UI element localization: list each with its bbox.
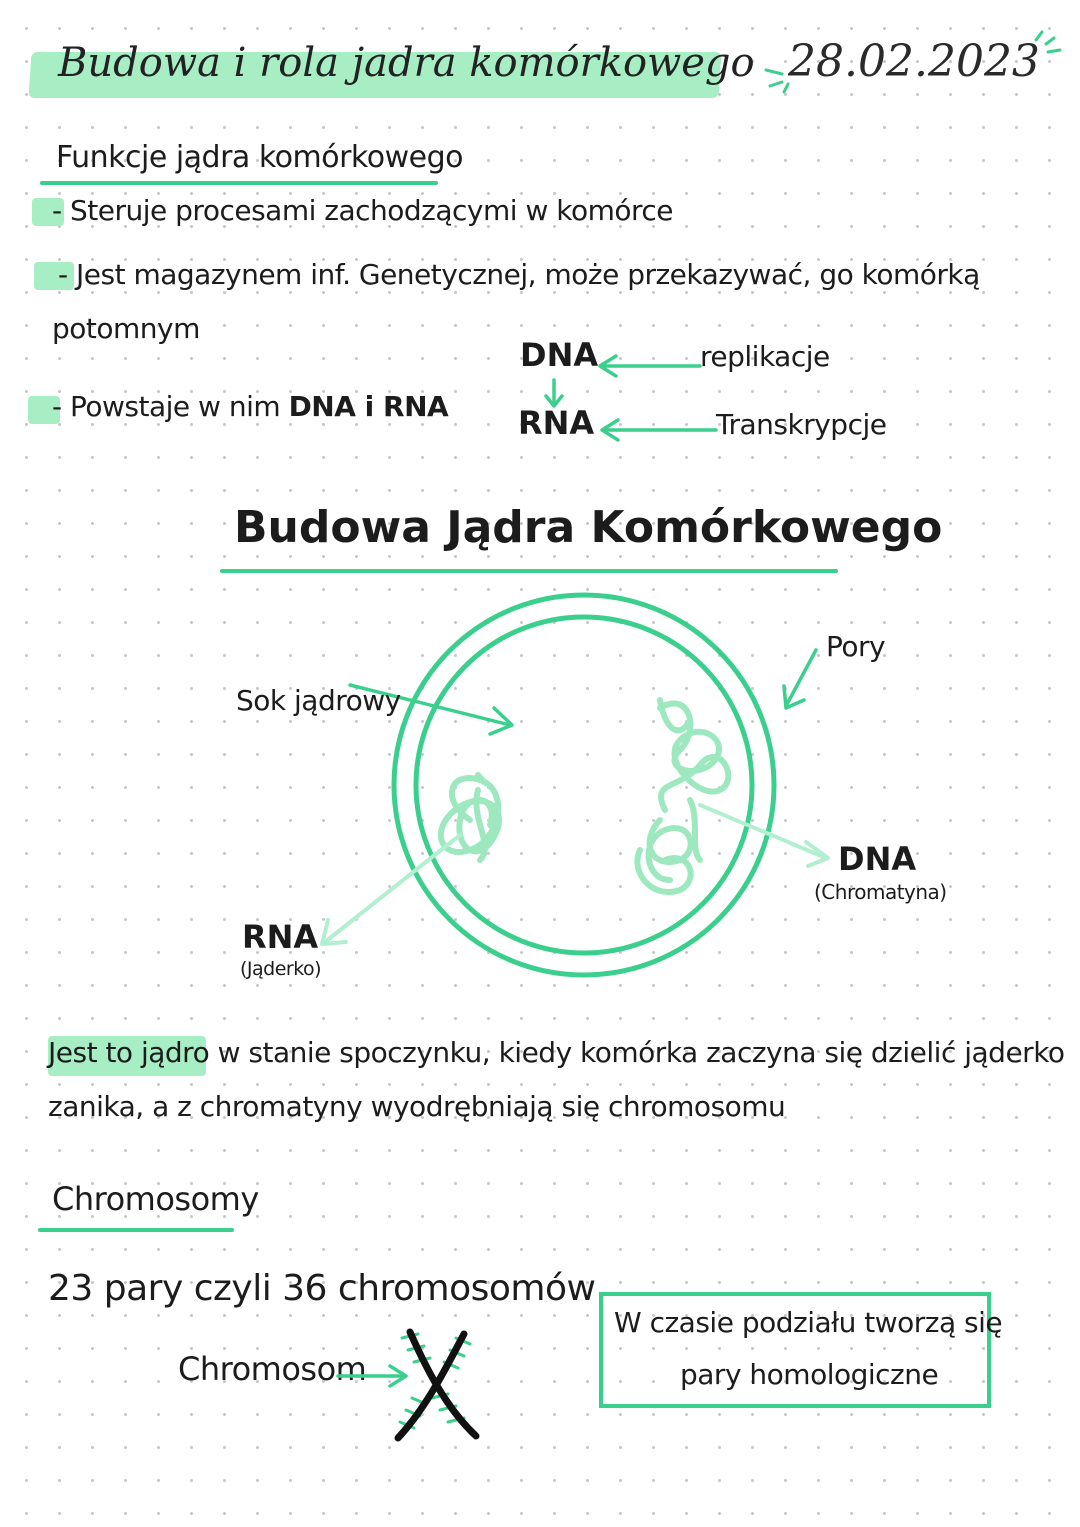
rna-arrow <box>325 835 460 942</box>
chromatin-scribble <box>637 700 728 892</box>
bullet-powstaje-text: - Powstaje w nim <box>52 390 289 423</box>
inner-membrane <box>416 617 752 953</box>
structure-underline <box>220 569 838 573</box>
note-line2: pary homologiczne <box>680 1358 939 1391</box>
label-chromatin: (Chromatyna) <box>814 880 947 904</box>
paragraph-line2: zanika, a z chromatyny wyodrębniają się chromosomu <box>48 1090 786 1123</box>
nucleus-diagram <box>0 590 1080 1010</box>
flow-transcription-label: Transkrypcje <box>716 408 887 441</box>
chromosome-label: Chromosom <box>178 1350 367 1388</box>
chromosomes-underline <box>38 1228 234 1232</box>
pairs-text: 23 pary czyli 36 chromosomów <box>48 1268 596 1309</box>
pores-arrow <box>786 650 816 706</box>
bullet-powstaje <box>52 390 448 423</box>
structure-heading: Budowa Jądra Komórkowego <box>234 502 943 553</box>
sparkle-decoration-icon <box>764 30 1064 110</box>
label-rna: RNA <box>242 918 319 956</box>
bullet-magazyn-continued: potomnym <box>52 312 200 345</box>
functions-heading: Funkcje jądra komórkowego <box>56 140 463 175</box>
label-pores: Pory <box>826 630 886 663</box>
nucleolus-scribble <box>441 775 499 860</box>
flow-dna-label: DNA <box>520 336 599 374</box>
bullet-magazyn: - Jest magazynem inf. Genetycznej, może przekazywać, go komórką <box>58 258 980 291</box>
functions-underline <box>40 181 438 185</box>
flow-replication-label: replikacje <box>700 340 830 373</box>
paragraph-highlight-text: Jest to jądro <box>48 1036 210 1069</box>
label-nucleolus: (Jąderko) <box>240 958 322 980</box>
flow-rna-label: RNA <box>518 404 595 442</box>
page-title: Budowa i rola jadra komórkowego <box>58 40 755 86</box>
note-line1: W czasie podziału tworzą się <box>614 1306 1003 1339</box>
label-sap: Sok jądrowy <box>236 684 401 717</box>
chromosome-drawing <box>336 1328 496 1448</box>
label-dna: DNA <box>838 840 917 878</box>
bullet-steruje: - Steruje procesami zachodzącymi w komórce <box>52 194 674 227</box>
paragraph-line1-rest: w stanie spoczynku, kiedy komórka zaczyna się dzielić jąderko <box>209 1036 1065 1069</box>
paragraph-line1 <box>48 1036 1065 1069</box>
flow-arrows <box>530 340 730 450</box>
chromatid-a <box>410 1332 476 1436</box>
chromosomes-heading: Chromosomy <box>52 1180 259 1218</box>
page-date: 28.02.2023 <box>788 36 1040 87</box>
bullet-powstaje-bold: DNA i RNA <box>288 390 449 423</box>
